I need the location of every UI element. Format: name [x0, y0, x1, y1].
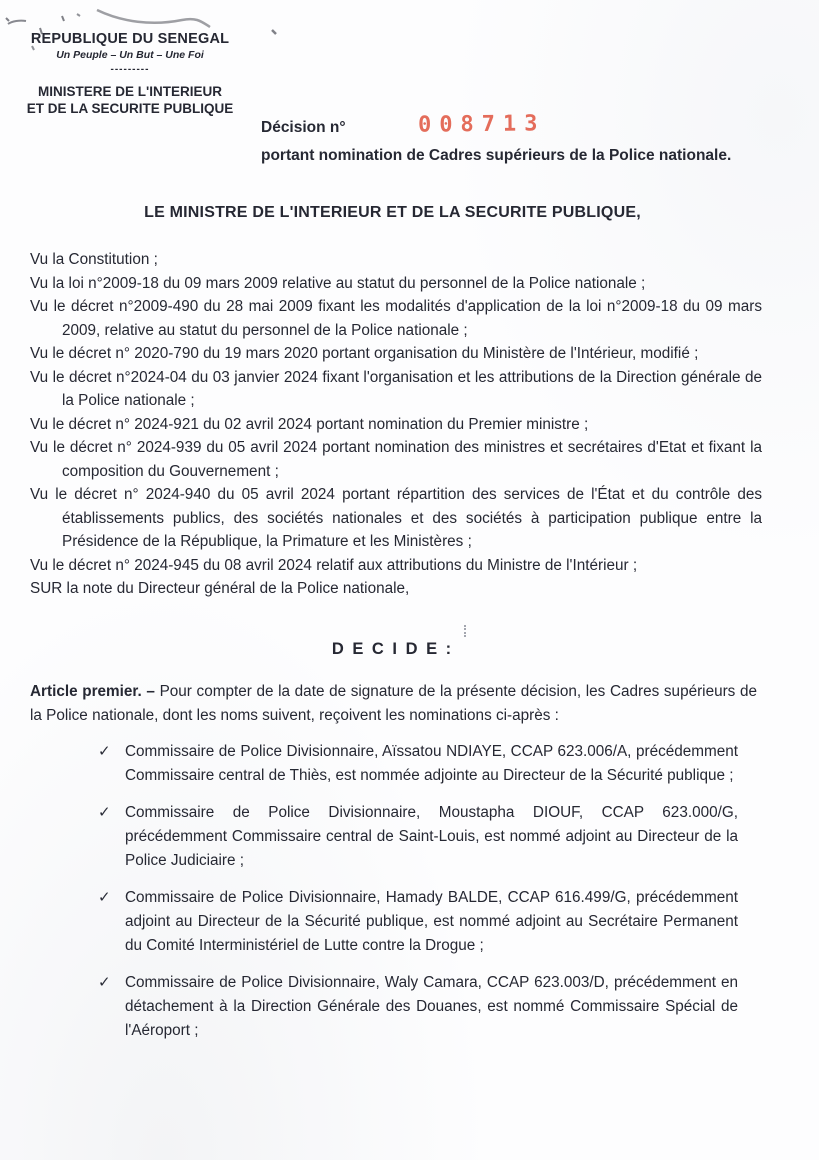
appointment-text: Commissaire de Police Divisionnaire, Waly Camara, CCAP 623.003/D, précédemment en détachement à la Direction Générale des Douanes, est nommé Commissaire Spécial de l'Aéroport ; — [125, 974, 738, 1039]
appointment-item — [98, 971, 738, 1043]
article-premier-text: Pour compter de la date de signature de la présente décision, les Cadres supérieurs de la Police nationale, dont les noms suivent, reçoivent les nominations ci-après : — [30, 683, 757, 724]
visa-clause: Vu le décret n° 2020-790 du 19 mars 2020 portant organisation du Ministère de l'Intérieur, modifié ; — [30, 345, 699, 362]
appointments-list — [98, 740, 738, 1056]
decision-title-block — [261, 112, 739, 167]
visa-clauses — [30, 248, 762, 601]
checkmark-icon: ✓ — [98, 804, 111, 821]
visa-clause: Vu le décret n° 2024-945 du 08 avril 2024 relatif aux attributions du Ministre de l'Intérieur ; — [30, 556, 638, 574]
decision-number-stamp: 008713 — [417, 111, 546, 138]
minister-heading: LE MINISTRE DE L'INTERIEUR ET DE LA SECURITE PUBLIQUE, — [144, 204, 641, 221]
appointment-text: Commissaire de Police Divisionnaire, Moustapha DIOUF, CCAP 623.000/G, précédemment Commissaire central de Saint-Louis, est nommé adjoint au Directeur de la Police Judiciaire ; — [125, 804, 738, 869]
national-motto: Un Peuple – Un But – Une Foi — [56, 49, 204, 62]
ministry-line-2: ET DE LA SECURITE PUBLIQUE — [26, 101, 234, 117]
article-premier-label: Article premier. – — [30, 683, 155, 700]
visa-clause: Vu le décret n°2024-04 du 03 janvier 2024 fixant l'organisation et les attributions de la Direction générale de la Police nationale ; — [30, 368, 762, 409]
appointment-item — [98, 801, 738, 873]
letterhead-separator: --------- — [110, 64, 150, 76]
visa-clause: Vu la loi n°2009-18 du 09 mars 2009 relative au statut du personnel de la Police nationale ; — [30, 274, 646, 292]
ministry-line-1: MINISTERE DE L'INTERIEUR — [38, 83, 222, 99]
decision-number-line — [261, 112, 739, 142]
visa-clause: Vu le décret n° 2024-940 du 05 avril 2024 portant répartition des services de l'État et du contrôle des établissements publics, des sociétés nationales et des sociétés à participation publique entre la Présidence de la République, la Primature et les Ministères ; — [30, 486, 762, 550]
article-premier-paragraph — [30, 680, 757, 728]
appointment-item — [98, 740, 738, 788]
visa-clause: Vu le décret n°2009-490 du 28 mai 2009 fixant les modalités d'application de la loi n°2009-18 du 09 mars 2009, relative au statut du personnel de la Police nationale ; — [30, 298, 762, 339]
sur-clause: SUR la note du Directeur général de la Police nationale, — [30, 580, 410, 597]
appointment-text: Commissaire de Police Divisionnaire, Hamady BALDE, CCAP 616.499/G, précédemment adjoint au Directeur de la Sécurité publique, est nommé adjoint au Secrétaire Permanent du Comité Interministériel de Lutte contre la Drogue ; — [125, 889, 738, 954]
scan-speck — [464, 625, 468, 637]
checkmark-icon: ✓ — [98, 743, 111, 760]
visa-clause: Vu la Constitution ; — [30, 251, 158, 268]
letterhead — [24, 30, 236, 118]
ministry-name — [24, 83, 236, 118]
decision-subject: portant nomination de Cadres supérieurs de la Police nationale. — [261, 147, 732, 164]
checkmark-icon: ✓ — [98, 889, 111, 906]
appointment-text: Commissaire de Police Divisionnaire, Aïssatou NDIAYE, CCAP 623.006/A, précédemment Commissaire central de Thiès, est nommée adjointe au Directeur de la Sécurité publique ; — [125, 743, 738, 784]
visa-clause: Vu le décret n° 2024-921 du 02 avril 2024 portant nomination du Premier ministre ; — [30, 415, 589, 433]
checkmark-icon: ✓ — [98, 974, 111, 991]
decide-heading: D E C I D E : — [331, 640, 454, 658]
visa-clause: Vu le décret n° 2024-939 du 05 avril 2024 portant nomination des ministres et secrétaires d'Etat et fixant la composition du Gouvernement ; — [30, 439, 762, 480]
appointment-item — [98, 886, 738, 958]
decision-number-label: Décision n° — [261, 119, 346, 136]
country-name: REPUBLIQUE DU SENEGAL — [30, 31, 230, 47]
